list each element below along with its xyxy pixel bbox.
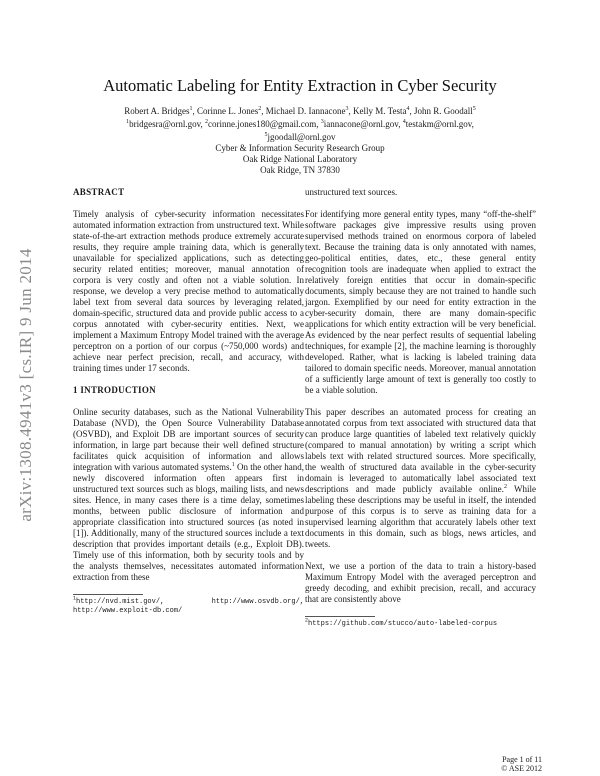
- affiliation-location: Oak Ridge, TN 37830: [260, 165, 340, 175]
- arxiv-stamp-text: arXiv:1308.4941v3 [cs.IR] 9 Jun 2014: [16, 248, 35, 522]
- paragraph: Next, we use a portion of the data to train a history-based Maximum Entropy Model with the averaged perceptron and greedy decoding, and exhibit precision, recall, and accuracy that are consistently above: [305, 561, 536, 604]
- author-emails-line2: [60, 130, 540, 143]
- author-block: [60, 104, 540, 176]
- footnote-rule: [73, 594, 143, 595]
- author-names: Robert A. Bridges$^1$, Corinne L. Jones$^2$, Michael D. Iannacone$^3$, Kelly M. Testa$^4$, John R. Goodall$^5$: [124, 106, 476, 116]
- page-number: Page 1 of 11: [502, 755, 542, 764]
- arxiv-stamp: [6, 170, 46, 600]
- abstract-heading: ABSTRACT: [73, 187, 125, 197]
- paragraph-text: This paper describes an automated process for creating an annotated corpus from text associated with structured data that can produce large quantities of labeled text relatively quickly (compared to manual annotation) by writing a script which labels text with related structured sources. More specifically, the wealth of structured data available in the cyber-security domain is leveraged to automatically label associated text descriptions and made publicly available online.: [305, 407, 536, 494]
- right-column: [305, 187, 536, 629]
- paragraph-text: While labeling these descriptions may be useful in itself, the intended purpose of this corpus is to serve as training data for a supervised learning algorithm that accurately labels other text documents in this domain, such as blogs, news articles, and tweets.: [305, 484, 537, 549]
- affiliation-lab: Oak Ridge National Laboratory: [242, 154, 358, 164]
- author-marker: 4: [406, 106, 410, 112]
- author-name: Michael D. Iannacone: [265, 106, 346, 116]
- author-email: testakm@ornl.gov,: [405, 119, 474, 129]
- footnote-ref: 1: [231, 462, 235, 468]
- footnote-mark: 1: [73, 595, 77, 602]
- author-name: Corinne L. Jones: [197, 106, 259, 116]
- footnote-2: [305, 617, 536, 629]
- paragraph-text: On the other hand, newly discovered information often appears first in unstructured text sources such as blogs, mailing lists, and news sites. Hence, in many cases there is a time delay, sometimes months, between public disclosure of information and appropriate classification into structured sources (as noted in [1]). Additionally, many of the structured sources include a text description that provides important details (e.g., Exploit DB). Timely use of this information, both by security tools and by the analysts themselves, necessitates automated information extraction from these: [73, 462, 304, 582]
- author-email: jgoodall@ornl.gov: [267, 132, 336, 142]
- author-marker: 2: [258, 106, 262, 112]
- footnote-ref: 2: [503, 484, 507, 490]
- footnote-rule: [305, 616, 375, 617]
- introduction-heading: 1 INTRODUCTION: [73, 385, 156, 395]
- author-marker: 5: [472, 106, 476, 112]
- email-marker: 5: [264, 132, 268, 138]
- author-email: iannacone@ornl.gov,: [323, 119, 401, 129]
- author-name: John R. Goodall: [413, 106, 473, 116]
- footnote-text: https://github.com/stucco/auto-labeled-corpus: [308, 620, 498, 628]
- paragraph: For identifying more general entity types, many “off-the-shelf” software packages give impressive results using proven supervised methods trained on enormous corpora of labeled text. Because the training data is only annotated with names, geo-political entities, dates, etc., these general entity recognition tools are inadequate when applied to extract the relatively foreign entities that occur in domain-specific documents, simply because they are not trained to handle such jargon. Exemplified by our need for entity extraction in the cyber-security domain, there are many domain-specific applications for which entity extraction will be very beneficial. As evidenced by the near perfect results of sequential labeling techniques, for example [2], the machine learning is thoroughly developed. Rather, what is lacking is labeled training data tailored to domain specific needs. Moreover, manual annotation of a sufficiently large amount of text is generally too costly to be a viable solution.: [305, 209, 536, 395]
- left-column: [73, 187, 304, 616]
- footnote-1: [73, 595, 304, 616]
- continued-paragraph: unstructured text sources.: [305, 187, 398, 197]
- email-marker: 1: [126, 119, 130, 125]
- email-marker: 3: [320, 119, 324, 125]
- introduction-paragraph: [73, 407, 304, 583]
- author-email: bridgesra@ornl.gov,: [129, 119, 203, 129]
- paragraph-text: Online security databases, such as the National Vulnerability Database (NVD), the Open Source Vulnerability Database (OSVBD), and Exploit DB are important sources of security information, in large part because their well defined structure facilitates quick acquisition of information and allows integration with various automated systems.: [73, 407, 304, 472]
- abstract-body: Timely analysis of cyber-security information necessitates automated information extraction from unstructured text. While state-of-the-art extraction methods produce extremely accurate results, they require ample training data, which is generally unavailable for specialized applications, such as detecting security related entities; moreover, manual annotation of corpora is very costly and often not a viable solution. In response, we develop a very precise method to automatically label text from several data sources by leveraging related, domain-specific, structured data and provide public access to a corpus annotated with cyber-security entities. Next, we implement a Maximum Entropy Model trained with the average perceptron on a portion of our corpus (~750,000 words) and achieve near perfect precision, recall, and accuracy, with training times under 17 seconds.: [73, 209, 304, 373]
- author-name: Kelly M. Testa: [353, 106, 407, 116]
- footnote-text: http://nvd.mist.gov/, http://www.osvdb.org/, http://www.exploit-db.com/: [73, 598, 304, 615]
- paper-title: Automatic Labeling for Entity Extraction in Cyber Security: [103, 76, 497, 95]
- author-emails: [60, 117, 540, 130]
- author-marker: 1: [189, 106, 193, 112]
- footnote-mark: 2: [305, 617, 309, 624]
- email-marker: 2: [205, 119, 209, 125]
- copyright: © ASE 2012: [501, 764, 542, 773]
- author-marker: 3: [345, 106, 349, 112]
- author-email: corinne.jones180@gmail.com,: [208, 119, 319, 129]
- email-marker: 4: [402, 119, 406, 125]
- page-footer: [501, 755, 542, 773]
- author-name: Robert A. Bridges: [124, 106, 190, 116]
- paragraph: [305, 407, 536, 550]
- affiliation-group: Cyber & Information Security Research Group: [215, 143, 385, 153]
